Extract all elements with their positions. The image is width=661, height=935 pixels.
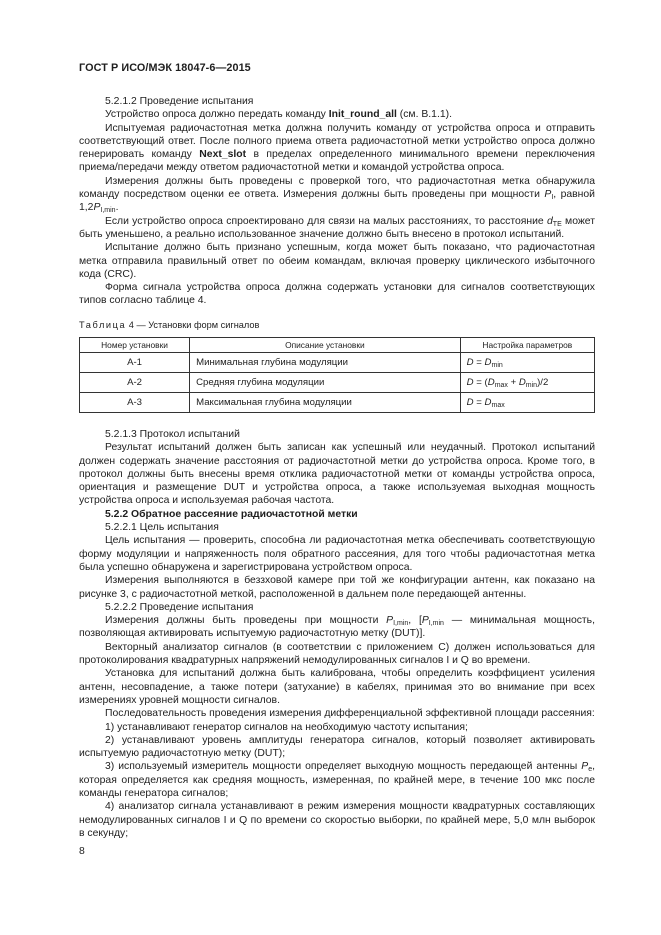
section-heading: 5.2.1.3 Протокол испытаний [105,429,240,440]
document-header: ГОСТ Р ИСО/МЭК 18047-6—2015 [79,62,251,74]
paragraph: Последовательность проведения измерения дифференциальной эффективной площади рассеяния: [105,708,595,720]
paragraph: Векторный анализатор сигналов (в соответствии с приложением С) должен использоваться для протоколирования квадратурных напряжений немодулированных сигналов I и Q во времени. [79,641,595,667]
paragraph: Если устройство опроса спроектировано для связи на малых расстояниях, то расстояние $d_{TE}$ может быть уменьшено, а реально использованное значение должно быть внесено в протокол испытаний. [79,215,596,240]
paragraph: Результат испытаний должен быть записан как успешный или неудачный. Протокол испытаний должен содержать значение расстояния от радиочастотной метки до устройства опроса. Кроме того, в протокол должны быть внесены время отклика радиочастотной метки от команды устройства опроса, ориентация и размещение DUT и устройства опроса, а также используемая выходная мощность устройства опроса и используемая рабочая частота. [79,442,595,507]
paragraph: Установка для испытаний должна быть калибрована, чтобы определить коэффициент усиления антенн, несовпадение, а также потери (затухание) в кабелях, принимая это во внимание при всех измерениях уровней мощности сигналов. [79,668,595,706]
column-header: Описание установки [190,338,461,353]
paragraph: Измерения должны быть проведены при мощности $P_{I,min}$, [$P_{I,min}$ — минимальная мощность, позволяющая активировать испытуемую радиочастотную метку (DUT)]. [79,615,595,640]
setting-id: A-2 [80,373,190,393]
table-row [80,353,595,373]
table-header-row [80,338,595,353]
setting-id: A-1 [80,353,190,373]
setting-id: A-3 [80,393,190,413]
table-row [80,393,595,413]
column-header: Настройка параметров [460,338,594,353]
page-number: 8 [79,846,85,857]
setting-parameter: $D = D_{max}$ [460,393,594,413]
setting-description: Минимальная глубина модуляции [190,353,461,373]
setting-description: Максимальная глубина модуляции [190,393,461,413]
command-name: Init_round_all [328,109,397,121]
table-caption: Таблица 4 — Установки форм сигналов [79,320,260,330]
command-name: Next_slot [199,149,247,161]
section-heading: 5.2.2.1 Цель испытания [105,522,219,534]
list-item: 4) анализатор сигнала устанавливают в режим измерения мощности квадратурных составляющих немодулированных сигналов I и Q по времени со скоростью выборки, по крайней мере, 5,0 млн выборок в секунду; [79,801,595,839]
table-row [80,373,595,393]
column-header: Номер установки [80,338,190,353]
paragraph: Испытание должно быть признано успешным, когда может быть показано, что радиочастотная метка отправила правильный ответ по обеим командам, включая проверку циклического избыточного кода (CRC). [79,242,595,280]
paragraph: Испытуемая радиочастотная метка должна получить команду от устройства опроса и отправить соответствующий ответ. После полного приема ответа радиочастотной метки устройство опроса должно генерировать команду Next_slot в пределах определенного минимального времени переключения приема/передачи между ответом радиочастотной метки и командой устройства опроса. [79,122,595,174]
section-heading: 5.2.1.2 Проведение испытания [105,96,254,107]
setting-parameter: $D = (D_{max} + D_{min})/2$ [460,373,594,393]
paragraph: Цель испытания — проверить, способна ли радиочастотная метка обеспечивать соответствующую форму модуляции и напряженность поля обратного рассеяния, для того чтобы радиочастотная метка была успешно обнаружена и зарегистрирована устройством опроса. [79,535,595,573]
setting-parameter: $D = D_{min}$ [460,353,594,373]
paragraph: Устройство опроса должно передать команду Init_round_all (см. В.1.1). [105,109,452,121]
paragraph: Форма сигнала устройства опроса должна содержать установки для сигналов соответствующих типов согласно таблице 4. [79,282,595,307]
list-item: 3) используемый измеритель мощности определяет выходную мощность передающей антенны $P_e$, которая определяется как средняя мощность, измеренная, по крайней мере, в течение 100 мкс после команды генератора сигналов; [79,761,595,800]
section-5-2-1-3-and-5-2-2 [79,428,595,840]
list-item: 2) устанавливают уровень амплитуды генератора сигналов, который позволяет активировать испытуемую радиочастотную метку (DUT); [79,734,595,760]
section-heading: 5.2.2 Обратное рассеяние радиочастотной метки [105,508,358,520]
signal-settings-table [79,337,595,413]
paragraph: Измерения должны быть проведены с проверкой того, что радиочастотная метка обнаружила команду посредством оценки ее ответа. Измерения должны быть проведены при мощности $P_I$, равной $1,2P_{I,min}$. [79,175,595,215]
section-5-2-1-2 [79,95,595,308]
paragraph: Измерения выполняются в беззховой камере при той же конфигурации антенн, как показано на рисунке 3, с радиочастотной меткой, расположенной в дальнем поле передающей антенны. [79,575,595,600]
list-item: 1) устанавливают генератор сигналов на необходимую частоту испытания; [105,721,468,733]
setting-description: Средняя глубина модуляции [190,373,461,393]
section-heading: 5.2.2.2 Проведение испытания [105,601,254,613]
